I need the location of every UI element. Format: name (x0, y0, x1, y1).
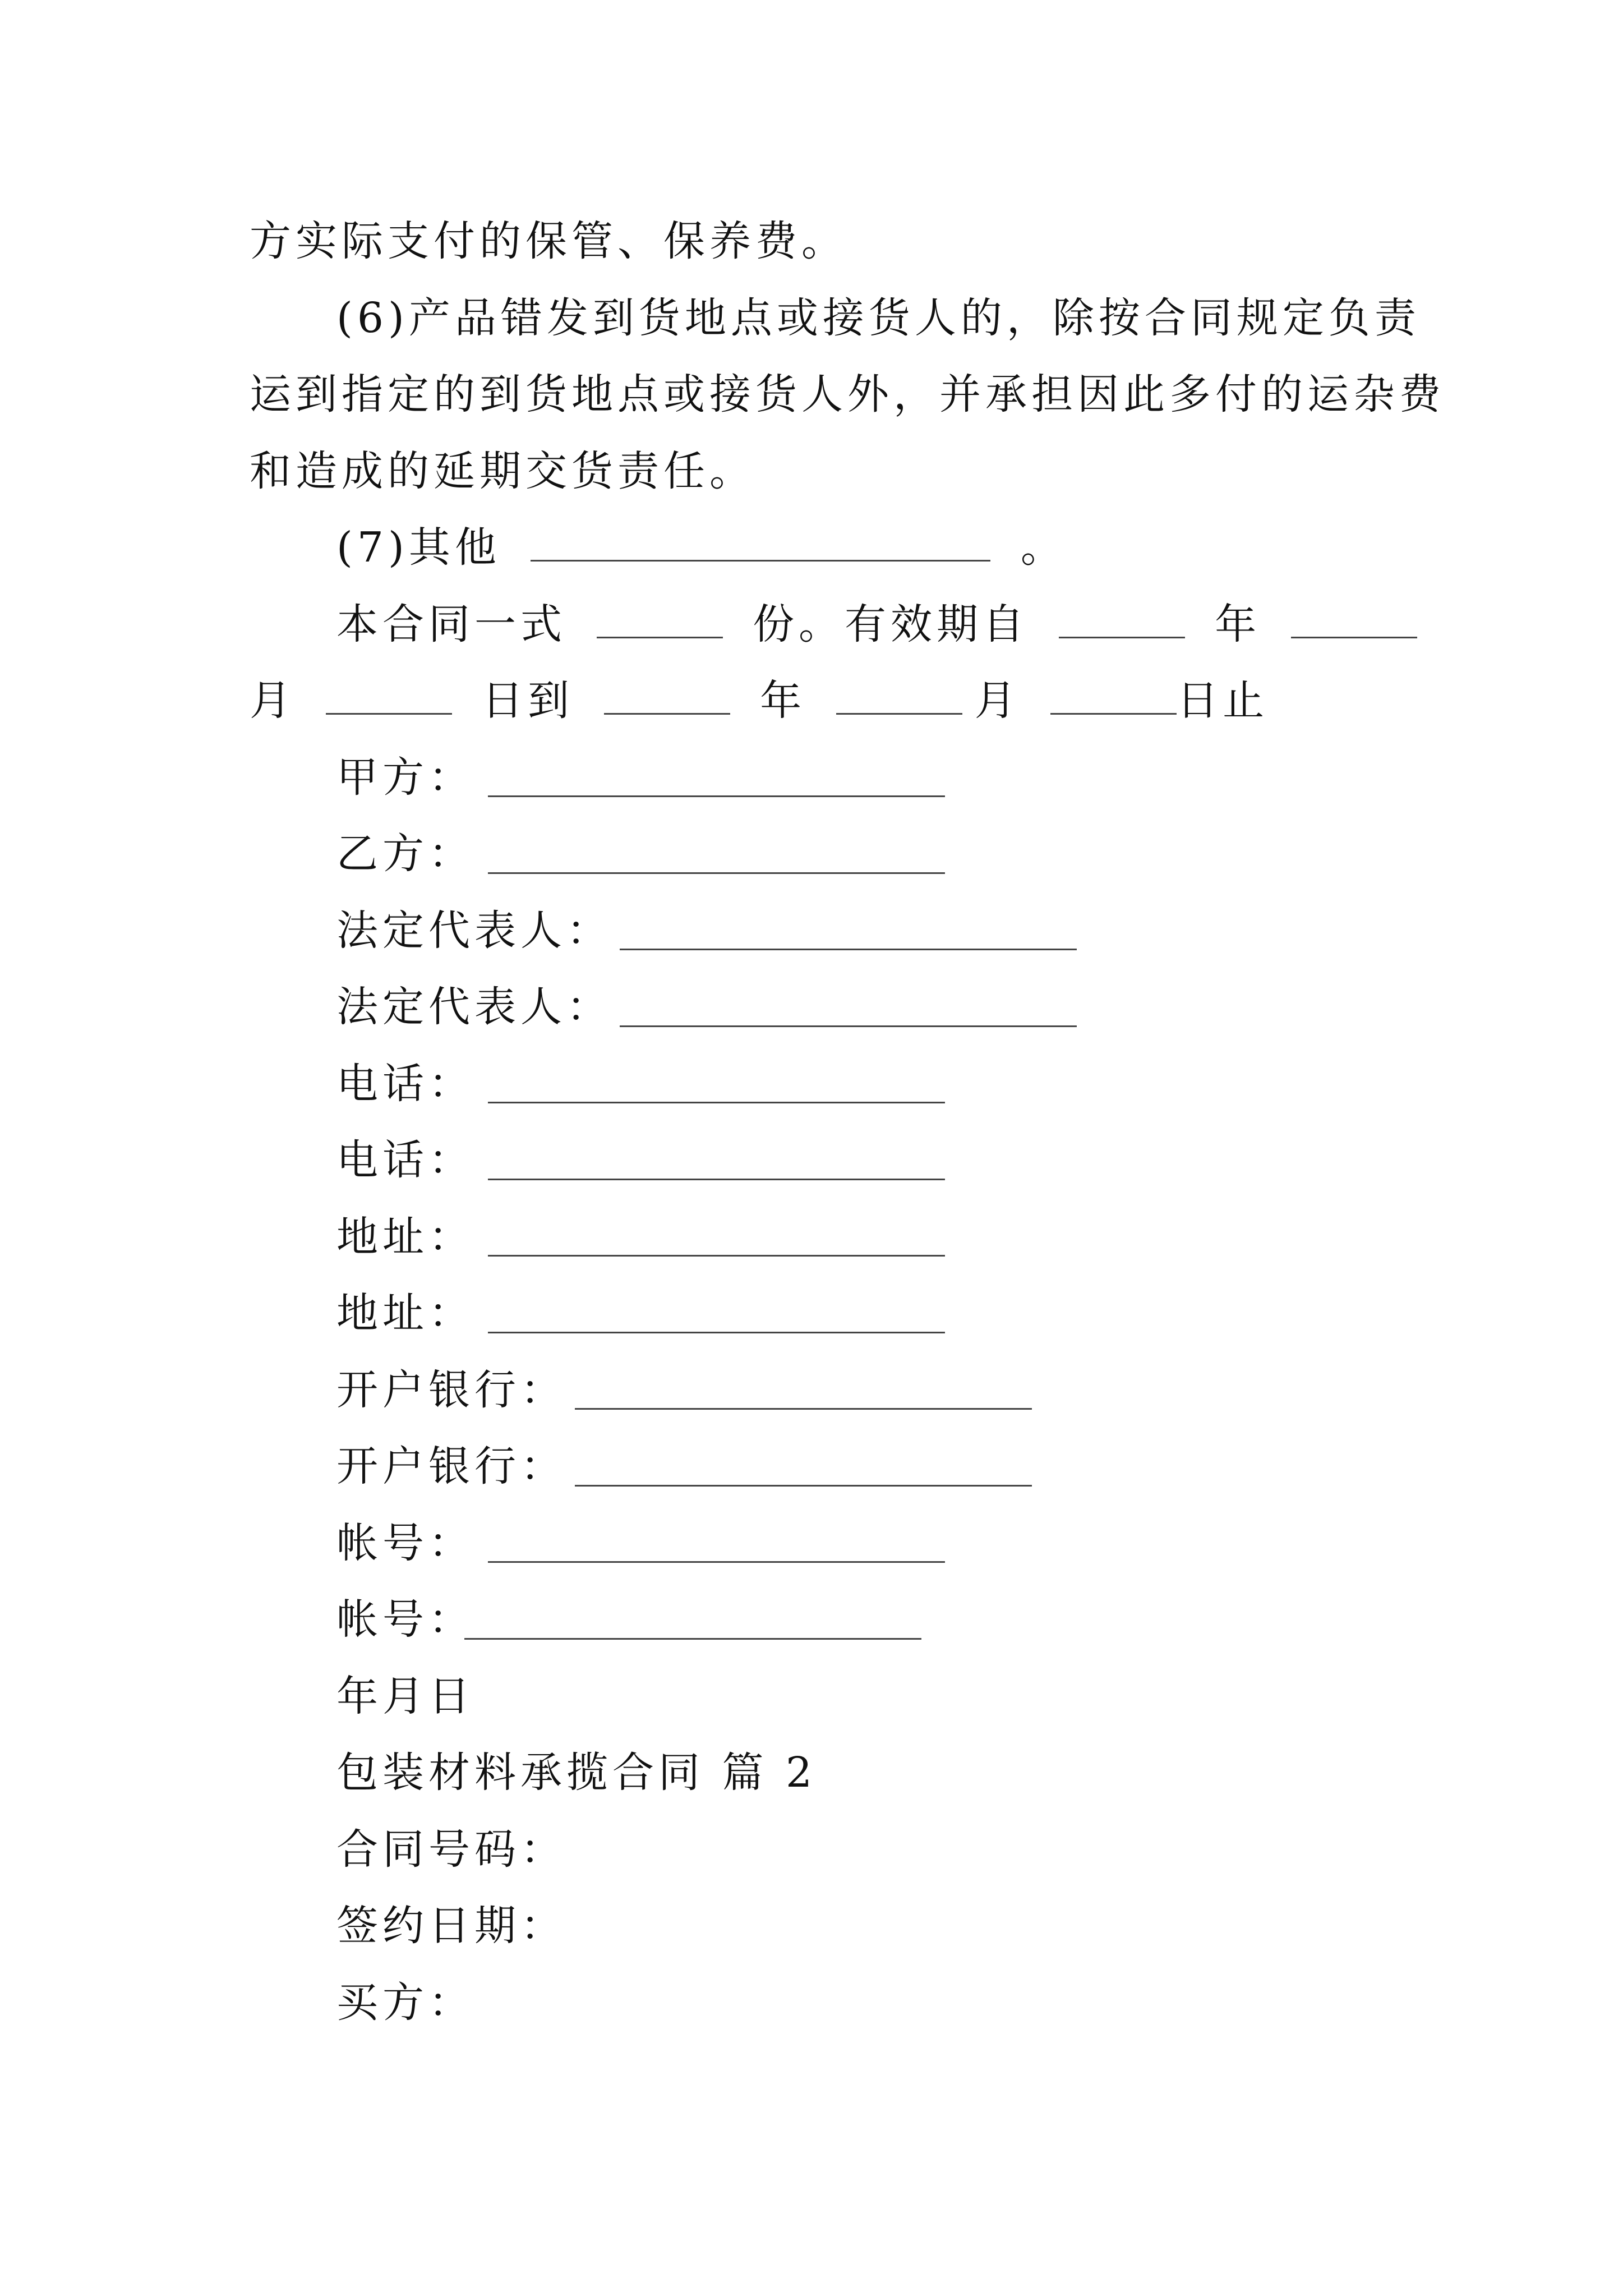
phone-a-label: 电话： (336, 1060, 474, 1108)
end-month-blank[interactable] (836, 679, 962, 715)
copies-blank[interactable] (597, 603, 723, 638)
clause-7-label: (7)其他 (336, 523, 501, 572)
clause-6-line-3: 和造成的延期交货责任。 (250, 447, 755, 495)
clause-6-line-1: (6)产品错发到货地点或接货人的，除按合同规定负责 (336, 294, 1421, 342)
validity-label: 份。有效期自 (753, 600, 1029, 648)
clause-7-end: 。 (1020, 523, 1067, 572)
address-b-blank[interactable] (488, 1332, 945, 1333)
other-terms-blank[interactable] (531, 526, 990, 562)
party-a-label: 甲方： (336, 753, 474, 802)
end-month-label: 月 (974, 677, 1021, 725)
start-month-blank[interactable] (1291, 603, 1417, 638)
start-year-blank[interactable] (1059, 603, 1185, 638)
party-b-blank[interactable] (488, 872, 945, 874)
legal-rep-a-blank[interactable] (620, 949, 1077, 950)
party-b-label: 乙方： (336, 830, 474, 878)
buyer-label: 买方： (336, 1978, 474, 2027)
phone-a-blank[interactable] (488, 1102, 945, 1103)
party-a-blank[interactable] (488, 795, 945, 797)
month-label: 月 (250, 677, 296, 725)
legal-rep-b-blank[interactable] (620, 1025, 1077, 1027)
phone-b-label: 电话： (336, 1136, 474, 1184)
address-a-blank[interactable] (488, 1255, 945, 1257)
paragraph-line: 方实际支付的保管、保养费。 (250, 217, 847, 265)
end-year-blank[interactable] (604, 679, 730, 715)
phone-b-blank[interactable] (488, 1179, 945, 1180)
account-a-blank[interactable] (488, 1561, 945, 1563)
validity-dates-line (250, 670, 1388, 731)
signature-date: 年月日 (336, 1672, 474, 1720)
legal-rep-b-label: 法定代表人： (336, 983, 612, 1031)
copies-validity-line (336, 593, 1475, 655)
bank-a-blank[interactable] (575, 1408, 1032, 1410)
bank-a-label: 开户银行： (336, 1366, 566, 1414)
end-day-blank[interactable] (1050, 679, 1177, 715)
account-a-label: 帐号： (336, 1519, 474, 1567)
day-to-label: 日到 (482, 677, 574, 725)
address-b-label: 地址： (336, 1289, 474, 1337)
section-title: 包装材料承揽合同 篇 2 (336, 1749, 817, 1797)
clause-7-line (336, 517, 1475, 578)
contract-number-label: 合同号码： (336, 1825, 566, 1874)
bank-b-blank[interactable] (575, 1485, 1032, 1487)
clause-6-line-2: 运到指定的到货地点或接货人外，并承担因此多付的运杂费 (250, 370, 1445, 418)
legal-rep-a-label: 法定代表人： (336, 907, 612, 955)
end-year-label: 年 (760, 677, 806, 725)
bank-b-label: 开户银行： (336, 1442, 566, 1490)
copies-label: 本合同一式 (336, 600, 566, 648)
account-b-label: 帐号： (336, 1595, 474, 1644)
address-a-label: 地址： (336, 1213, 474, 1261)
end-day-label: 日止 (1177, 677, 1269, 725)
account-b-blank[interactable] (464, 1638, 921, 1640)
start-day-blank[interactable] (326, 679, 452, 715)
year-label: 年 (1215, 600, 1261, 648)
sign-date-label: 签约日期： (336, 1902, 566, 1950)
